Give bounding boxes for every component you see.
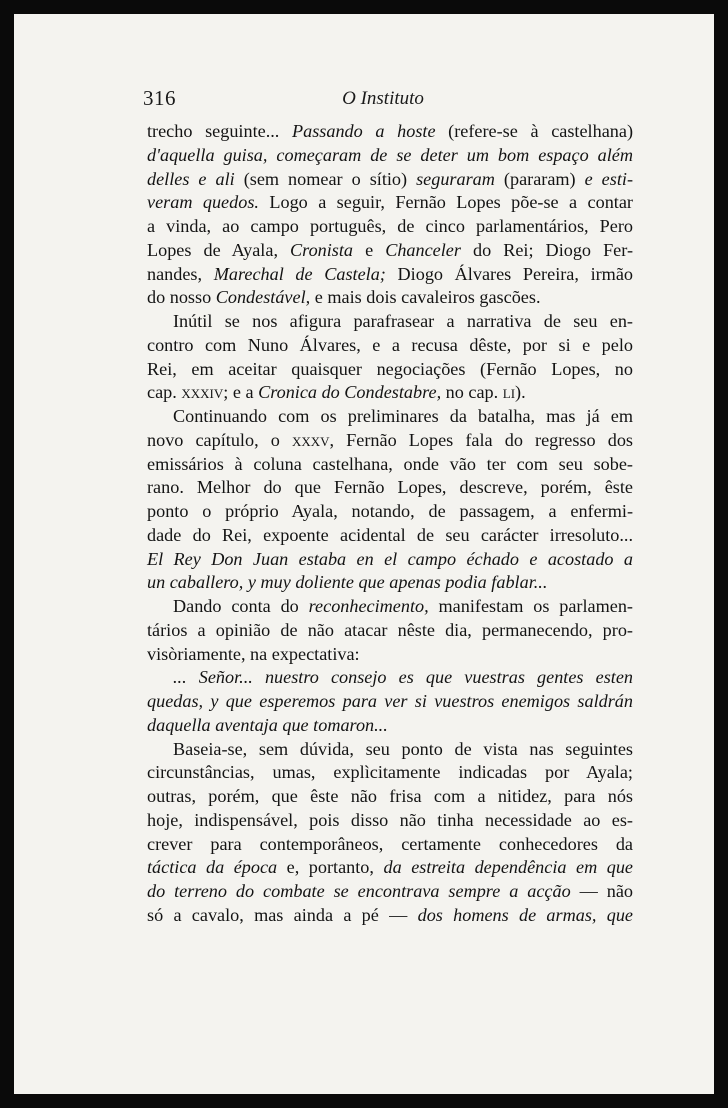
text-line — [147, 310, 633, 334]
text-line — [147, 453, 633, 477]
italic-text: Chanceler — [385, 239, 461, 260]
text-span: Logo a seguir, Fernão Lopes põe-se a contar — [258, 192, 633, 213]
text-line — [147, 880, 633, 904]
text-line — [147, 785, 633, 809]
italic-text: e esti- — [584, 168, 633, 189]
text-line — [147, 714, 633, 738]
text-line — [147, 524, 633, 548]
text-span: manifestam os parlamen- — [428, 596, 633, 616]
italic-text: d'aquella guisa, começaram de se deter um bom espaço além — [147, 144, 633, 165]
text-line — [147, 856, 633, 880]
text-line — [147, 833, 633, 857]
text-span: ponto o próprio Ayala, notando, de passagem, a enfermi- — [147, 501, 633, 521]
text-span: e — [353, 239, 386, 260]
text-line — [147, 405, 633, 429]
text-span: dade do Rei, expoente acidental de seu carácter irresoluto... — [147, 524, 633, 545]
text-span: (refere-se à castelhana) — [435, 121, 634, 141]
text-line — [147, 690, 633, 714]
text-line — [147, 809, 633, 833]
text-span: Dando conta do — [173, 596, 309, 616]
text-span: visòriamente, na expectativa: — [147, 643, 360, 664]
text-span: Continuando com os preliminares da batalha, mas já em — [173, 406, 633, 426]
text-line — [147, 168, 633, 192]
text-span: hoje, indispensável, pois disso não tinha necessidade ao es- — [147, 809, 633, 830]
italic-text: Cronista — [290, 239, 354, 260]
page-header — [14, 86, 714, 116]
text-line — [147, 334, 633, 358]
italic-text: táctica da época — [147, 857, 278, 878]
text-line — [147, 500, 633, 524]
italic-text: ... Señor... nuestro consejo es que vuestras gentes esten — [173, 667, 633, 688]
italic-text: quedas, y que esperemos para ver si vuestros enemigos saldrán — [147, 691, 633, 711]
text-span: crever para contemporâneos, certamente conhecedores da — [147, 833, 633, 854]
italic-text: un caballero, y muy doliente que apenas podia fablar... — [147, 572, 548, 593]
italic-text: Passando a hoste — [292, 121, 436, 141]
text-line — [147, 381, 633, 405]
body-text — [147, 120, 633, 928]
text-span: trecho seguinte... — [147, 121, 292, 141]
italic-text: do terreno do combate se encontrava sempre a acção — [147, 881, 571, 901]
text-span: Lopes de Ayala, — [147, 239, 291, 260]
text-line — [147, 619, 633, 643]
italic-text: veram quedos. — [147, 192, 259, 213]
running-title: O Instituto — [342, 88, 424, 109]
text-line — [147, 239, 633, 263]
text-line — [147, 120, 633, 144]
italic-text: da estreita dependência em que — [383, 857, 633, 878]
text-line — [147, 738, 633, 762]
text-span: só a cavalo, mas ainda a pé — — [147, 904, 418, 925]
text-span: contro com Nuno Álvares, e a recusa dêste, por si e pelo — [147, 334, 633, 355]
text-line — [147, 643, 633, 667]
text-line — [147, 666, 633, 690]
text-span: a vinda, ao campo português, de cinco parlamentários, Pero — [147, 216, 633, 236]
text-span: circunstâncias, umas, explìcitamente indicadas por Ayala; — [147, 762, 633, 783]
text-span: , Fernão Lopes fala do regresso dos — [329, 429, 633, 450]
small-caps-text: xxxv — [291, 429, 330, 450]
text-span: ). — [515, 382, 526, 403]
text-line — [147, 191, 633, 215]
italic-text: Marechal de Castela; — [213, 263, 386, 284]
text-line — [147, 548, 633, 572]
text-span: do nosso — [147, 287, 216, 308]
text-line — [147, 144, 633, 168]
text-span: cap. — [147, 382, 182, 403]
text-span: emissários à coluna castelhana, onde vão ter com seu sobe- — [147, 453, 633, 474]
text-span: (sem nomear o sítio) — [234, 168, 417, 189]
page-number: 316 — [143, 86, 176, 110]
text-span: Baseia-se, sem dúvida, seu ponto de vista nas seguintes — [173, 738, 633, 759]
text-span: — não — [570, 881, 633, 901]
text-span: nandes, — [147, 263, 214, 284]
text-span: Diogo Álvares Pereira, irmão — [385, 263, 633, 284]
text-line — [147, 476, 633, 500]
italic-text: Cronica do Condestabre, — [258, 382, 442, 403]
text-span: do Rei; Diogo Fer- — [460, 239, 634, 260]
text-span: e mais dois cavaleiros gascões. — [310, 287, 541, 308]
text-span: Inútil se nos afigura parafrasear a narrativa de seu en- — [173, 311, 633, 331]
text-span: rano. Melhor do que Fernão Lopes, descreve, porém, êste — [147, 477, 633, 498]
text-span: tários a opinião de não atacar nêste dia, permanecendo, pro- — [147, 619, 633, 640]
text-line — [147, 215, 633, 239]
text-line — [147, 571, 633, 595]
italic-text: dos homens de armas, que — [417, 904, 633, 925]
italic-text: seguraram — [416, 168, 495, 189]
italic-text: El Rey Don Juan estaba en el campo échado e acostado a — [147, 548, 633, 569]
italic-text: daquella aventaja que tomaron... — [147, 714, 388, 735]
text-line — [147, 358, 633, 382]
small-caps-text: xxxiv — [181, 382, 224, 403]
text-line — [147, 595, 633, 619]
text-span: e, portanto, — [277, 857, 384, 878]
text-span: outras, porém, que êste não frisa com a nitidez, para nós — [147, 786, 633, 806]
small-caps-text: li — [502, 382, 516, 403]
text-line — [147, 904, 633, 928]
text-line — [147, 286, 633, 310]
text-span: novo capítulo, o — [147, 429, 292, 450]
text-line — [147, 761, 633, 785]
text-span: (pararam) — [494, 168, 585, 189]
text-span: ; e a — [223, 382, 259, 403]
text-span: Rei, em aceitar quaisquer negociações (Fernão Lopes, no — [147, 358, 633, 379]
text-line — [147, 429, 633, 453]
text-line — [147, 263, 633, 287]
italic-text: reconhecimento, — [308, 596, 429, 616]
text-span: no cap. — [441, 382, 503, 403]
italic-text: Condestável, — [215, 287, 311, 308]
italic-text: delles e ali — [147, 168, 235, 189]
book-page — [14, 14, 714, 1094]
